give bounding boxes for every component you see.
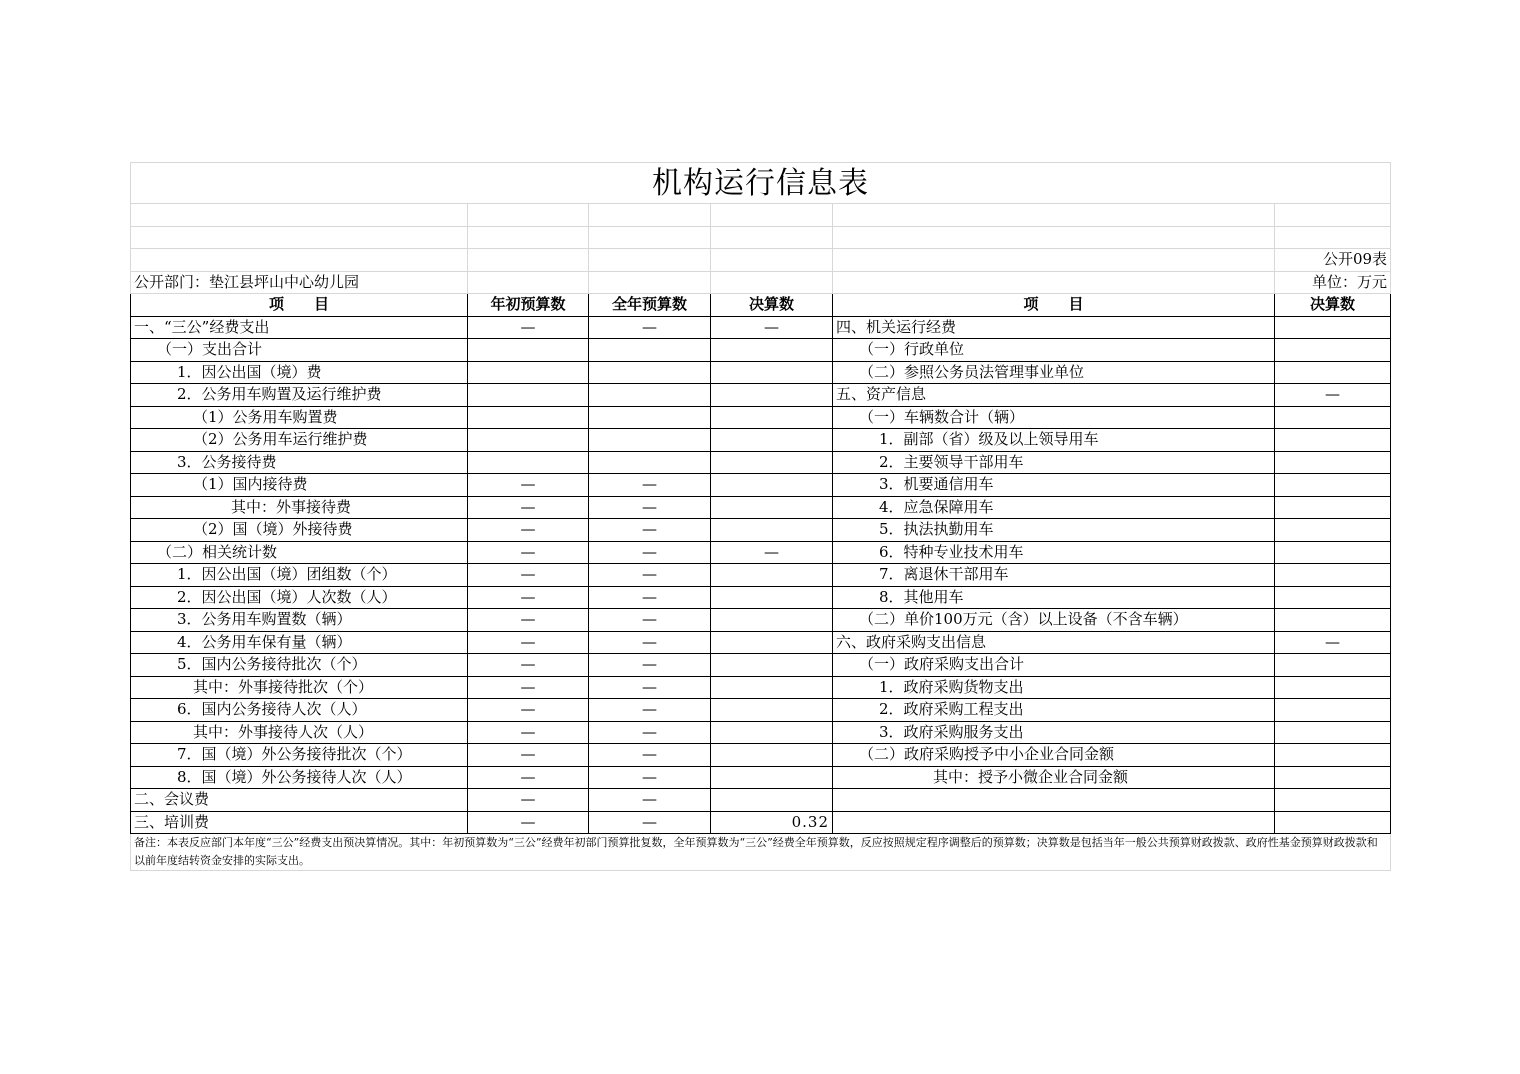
- row-item-left: 3．公务用车购置数（辆）: [131, 609, 468, 632]
- row-final-left: —: [711, 541, 833, 564]
- row-final-right: —: [1275, 631, 1391, 654]
- row-annual-budget: —: [589, 766, 711, 789]
- row-final-right: [1275, 339, 1391, 362]
- row-final-right: [1275, 406, 1391, 429]
- row-item-left: 4．公务用车保有量（辆）: [131, 631, 468, 654]
- row-final-left: [711, 789, 833, 812]
- row-final-right: [1275, 586, 1391, 609]
- row-item-left: 7．国（境）外公务接待批次（个）: [131, 744, 468, 767]
- table-row: [131, 676, 1391, 699]
- row-item-right: 8．其他用车: [833, 586, 1275, 609]
- row-final-right: [1275, 429, 1391, 452]
- row-initial-budget: —: [468, 699, 589, 722]
- table-row: [131, 361, 1391, 384]
- row-initial-budget: —: [468, 564, 589, 587]
- row-initial-budget: [468, 384, 589, 407]
- row-item-right: 5．执法执勤用车: [833, 519, 1275, 542]
- row-final-left: [711, 406, 833, 429]
- row-final-left: [711, 474, 833, 497]
- row-item-left: 一、“三公”经费支出: [131, 316, 468, 339]
- row-initial-budget: [468, 429, 589, 452]
- row-item-right: 1．政府采购货物支出: [833, 676, 1275, 699]
- row-item-left: 1．因公出国（境）费: [131, 361, 468, 384]
- row-item-right: 1．副部（省）级及以上领导用车: [833, 429, 1275, 452]
- row-annual-budget: —: [589, 699, 711, 722]
- row-final-right: [1275, 361, 1391, 384]
- row-final-right: [1275, 609, 1391, 632]
- table-row: [131, 384, 1391, 407]
- row-initial-budget: [468, 361, 589, 384]
- row-final-left: [711, 631, 833, 654]
- table-row: [131, 586, 1391, 609]
- row-item-right: [833, 789, 1275, 812]
- table-row: [131, 406, 1391, 429]
- table-row: [131, 699, 1391, 722]
- row-item-left: （一）支出合计: [131, 339, 468, 362]
- table-row: [131, 541, 1391, 564]
- unit-label: 单位：万元: [1275, 271, 1391, 294]
- header-row: [131, 294, 1391, 317]
- table-row: [131, 474, 1391, 497]
- info-table: [130, 162, 1391, 871]
- table-row: [131, 609, 1391, 632]
- row-annual-budget: [589, 339, 711, 362]
- row-annual-budget: —: [589, 496, 711, 519]
- row-initial-budget: —: [468, 586, 589, 609]
- row-initial-budget: —: [468, 676, 589, 699]
- row-annual-budget: —: [589, 744, 711, 767]
- table-row: [131, 564, 1391, 587]
- row-item-right: 6．特种专业技术用车: [833, 541, 1275, 564]
- row-item-left: 2．因公出国（境）人次数（人）: [131, 586, 468, 609]
- row-final-left: [711, 339, 833, 362]
- table-row: [131, 519, 1391, 542]
- row-item-left: （1）公务用车购置费: [131, 406, 468, 429]
- row-item-left: （2）公务用车运行维护费: [131, 429, 468, 452]
- row-initial-budget: —: [468, 519, 589, 542]
- row-final-right: [1275, 676, 1391, 699]
- row-annual-budget: —: [589, 609, 711, 632]
- info-sheet: [130, 162, 1390, 871]
- row-item-left: 其中：外事接待费: [131, 496, 468, 519]
- form-number: 公开09表: [1275, 249, 1391, 272]
- header-annual-budget: 全年预算数: [589, 294, 711, 317]
- row-annual-budget: —: [589, 564, 711, 587]
- row-item-right: （一）行政单位: [833, 339, 1275, 362]
- row-final-left: [711, 676, 833, 699]
- row-annual-budget: —: [589, 316, 711, 339]
- row-initial-budget: —: [468, 789, 589, 812]
- row-initial-budget: —: [468, 609, 589, 632]
- row-annual-budget: —: [589, 519, 711, 542]
- row-initial-budget: —: [468, 811, 589, 834]
- row-final-right: [1275, 474, 1391, 497]
- row-final-right: [1275, 496, 1391, 519]
- department-label: 公开部门：垫江县坪山中心幼儿园: [131, 271, 468, 294]
- table-row: [131, 451, 1391, 474]
- header-final-left: 决算数: [711, 294, 833, 317]
- row-item-left: 6．国内公务接待人次（人）: [131, 699, 468, 722]
- row-final-right: [1275, 654, 1391, 677]
- row-final-left: [711, 654, 833, 677]
- row-item-right: [833, 811, 1275, 834]
- table-row: [131, 339, 1391, 362]
- row-annual-budget: —: [589, 676, 711, 699]
- row-item-left: 5．国内公务接待批次（个）: [131, 654, 468, 677]
- row-final-right: [1275, 789, 1391, 812]
- row-item-right: 7．离退休干部用车: [833, 564, 1275, 587]
- row-initial-budget: —: [468, 541, 589, 564]
- page-title: 机构运行信息表: [131, 163, 1391, 204]
- row-item-left: 其中：外事接待批次（个）: [131, 676, 468, 699]
- row-final-left: —: [711, 316, 833, 339]
- row-final-left: [711, 586, 833, 609]
- row-item-left: 1．因公出国（境）团组数（个）: [131, 564, 468, 587]
- row-final-right: [1275, 541, 1391, 564]
- table-row: [131, 496, 1391, 519]
- row-annual-budget: [589, 361, 711, 384]
- row-annual-budget: —: [589, 631, 711, 654]
- row-item-right: 其中：授予小微企业合同金额: [833, 766, 1275, 789]
- row-initial-budget: [468, 406, 589, 429]
- row-initial-budget: —: [468, 496, 589, 519]
- row-annual-budget: [589, 384, 711, 407]
- row-item-right: 3．政府采购服务支出: [833, 721, 1275, 744]
- row-item-right: （二）政府采购授予中小企业合同金额: [833, 744, 1275, 767]
- row-item-left: 8．国（境）外公务接待人次（人）: [131, 766, 468, 789]
- row-final-left: 0.32: [711, 811, 833, 834]
- table-row: [131, 654, 1391, 677]
- row-initial-budget: [468, 451, 589, 474]
- row-initial-budget: —: [468, 721, 589, 744]
- table-row: [131, 811, 1391, 834]
- row-final-left: [711, 451, 833, 474]
- table-row: [131, 766, 1391, 789]
- row-final-left: [711, 564, 833, 587]
- row-final-left: [711, 699, 833, 722]
- row-item-right: （一）政府采购支出合计: [833, 654, 1275, 677]
- row-initial-budget: —: [468, 474, 589, 497]
- row-annual-budget: —: [589, 811, 711, 834]
- row-initial-budget: —: [468, 744, 589, 767]
- row-final-right: [1275, 316, 1391, 339]
- row-annual-budget: —: [589, 474, 711, 497]
- row-item-left: （二）相关统计数: [131, 541, 468, 564]
- row-initial-budget: —: [468, 766, 589, 789]
- row-item-right: 五、资产信息: [833, 384, 1275, 407]
- table-row: [131, 744, 1391, 767]
- row-final-left: [711, 744, 833, 767]
- row-initial-budget: —: [468, 631, 589, 654]
- table-row: [131, 789, 1391, 812]
- row-item-right: 4．应急保障用车: [833, 496, 1275, 519]
- row-item-right: 3．机要通信用车: [833, 474, 1275, 497]
- row-final-left: [711, 361, 833, 384]
- header-initial-budget: 年初预算数: [468, 294, 589, 317]
- row-final-right: [1275, 744, 1391, 767]
- row-item-right: （二）参照公务员法管理事业单位: [833, 361, 1275, 384]
- row-item-left: 三、培训费: [131, 811, 468, 834]
- row-final-left: [711, 519, 833, 542]
- row-item-left: 2．公务用车购置及运行维护费: [131, 384, 468, 407]
- row-annual-budget: —: [589, 586, 711, 609]
- row-final-right: [1275, 519, 1391, 542]
- row-initial-budget: —: [468, 654, 589, 677]
- footnote: 备注：本表反应部门本年度“三公”经费支出预决算情况。其中：年初预算数为“三公”经费年初部门预算批复数，全年预算数为“三公”经费全年预算数，反应按照规定程序调整后的预算数；决算数是包括当年一般公共预算财政拨款、政府性基金预算财政拨款和以前年度结转资金安排的实际支出。: [131, 834, 1391, 871]
- row-item-left: （1）国内接待费: [131, 474, 468, 497]
- row-item-right: 2．政府采购工程支出: [833, 699, 1275, 722]
- row-final-right: [1275, 721, 1391, 744]
- row-item-left: 二、会议费: [131, 789, 468, 812]
- table-row: [131, 721, 1391, 744]
- row-item-left: （2）国（境）外接待费: [131, 519, 468, 542]
- row-initial-budget: [468, 339, 589, 362]
- table-row: [131, 429, 1391, 452]
- row-initial-budget: —: [468, 316, 589, 339]
- row-annual-budget: [589, 429, 711, 452]
- header-item-right: 项 目: [833, 294, 1275, 317]
- header-item-left: 项 目: [131, 294, 468, 317]
- row-item-right: 四、机关运行经费: [833, 316, 1275, 339]
- row-final-left: [711, 429, 833, 452]
- row-annual-budget: —: [589, 541, 711, 564]
- row-item-right: 2．主要领导干部用车: [833, 451, 1275, 474]
- row-final-left: [711, 766, 833, 789]
- table-row: [131, 316, 1391, 339]
- row-final-left: [711, 609, 833, 632]
- header-final-right: 决算数: [1275, 294, 1391, 317]
- row-annual-budget: [589, 406, 711, 429]
- row-item-left: 其中：外事接待人次（人）: [131, 721, 468, 744]
- row-final-right: [1275, 564, 1391, 587]
- row-final-right: [1275, 699, 1391, 722]
- row-final-right: —: [1275, 384, 1391, 407]
- row-annual-budget: —: [589, 654, 711, 677]
- row-final-right: [1275, 766, 1391, 789]
- row-final-left: [711, 496, 833, 519]
- row-final-right: [1275, 811, 1391, 834]
- row-final-left: [711, 721, 833, 744]
- row-final-right: [1275, 451, 1391, 474]
- row-item-right: 六、政府采购支出信息: [833, 631, 1275, 654]
- table-row: [131, 631, 1391, 654]
- row-annual-budget: —: [589, 789, 711, 812]
- row-annual-budget: —: [589, 721, 711, 744]
- row-final-left: [711, 384, 833, 407]
- row-annual-budget: [589, 451, 711, 474]
- row-item-right: （二）单价100万元（含）以上设备（不含车辆）: [833, 609, 1275, 632]
- row-item-right: （一）车辆数合计（辆）: [833, 406, 1275, 429]
- row-item-left: 3．公务接待费: [131, 451, 468, 474]
